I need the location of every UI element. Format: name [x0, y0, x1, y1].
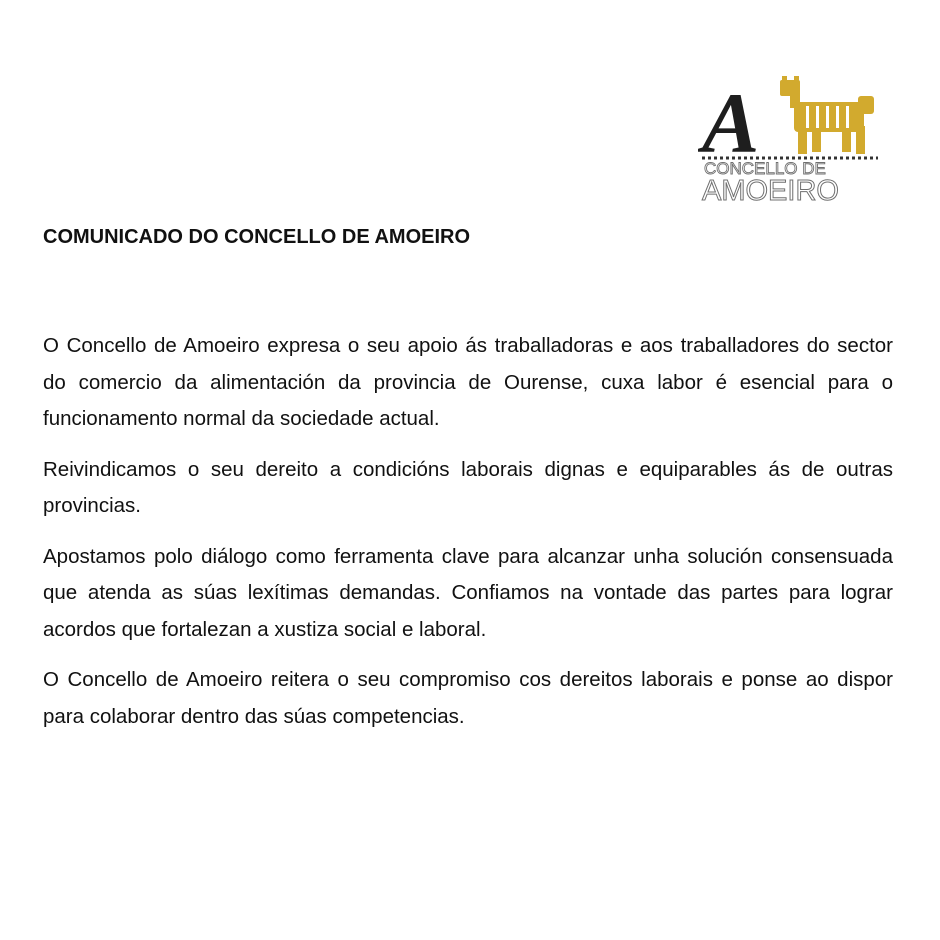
document-body: [43, 328, 893, 749]
concello-logo: [698, 74, 882, 206]
logo-graphic: [698, 74, 882, 206]
paragraph: Apostamos polo diálogo como ferramenta clave para alcanzar unha solución consensuada que atenda as súas lexítimas demandas. Confiamos na vontade das partes para lograr acordos que fortalezan a xustiza social e laboral.: [43, 544, 893, 641]
paragraph: O Concello de Amoeiro reitera o seu compromiso cos dereitos laborais e ponse ao dispor para colaborar dentro das súas competencias.: [43, 668, 893, 728]
logo-line1: CONCELLO DE: [704, 159, 826, 178]
logo-line2: AMOEIRO: [702, 175, 839, 206]
document-title: COMUNICADO DO CONCELLO DE AMOEIRO: [43, 226, 471, 248]
paragraph: Reivindicamos o seu dereito a condicións laborais dignas e equiparables ás de outras provincias.: [43, 457, 893, 517]
paragraph: O Concello de Amoeiro expresa o seu apoio ás traballadoras e aos traballadores do sector do comercio da alimentación da provincia de Ourense, cuxa labor é esencial para o funcionamento normal da sociedade actual.: [43, 334, 893, 430]
logo-letter: A: [702, 75, 760, 171]
